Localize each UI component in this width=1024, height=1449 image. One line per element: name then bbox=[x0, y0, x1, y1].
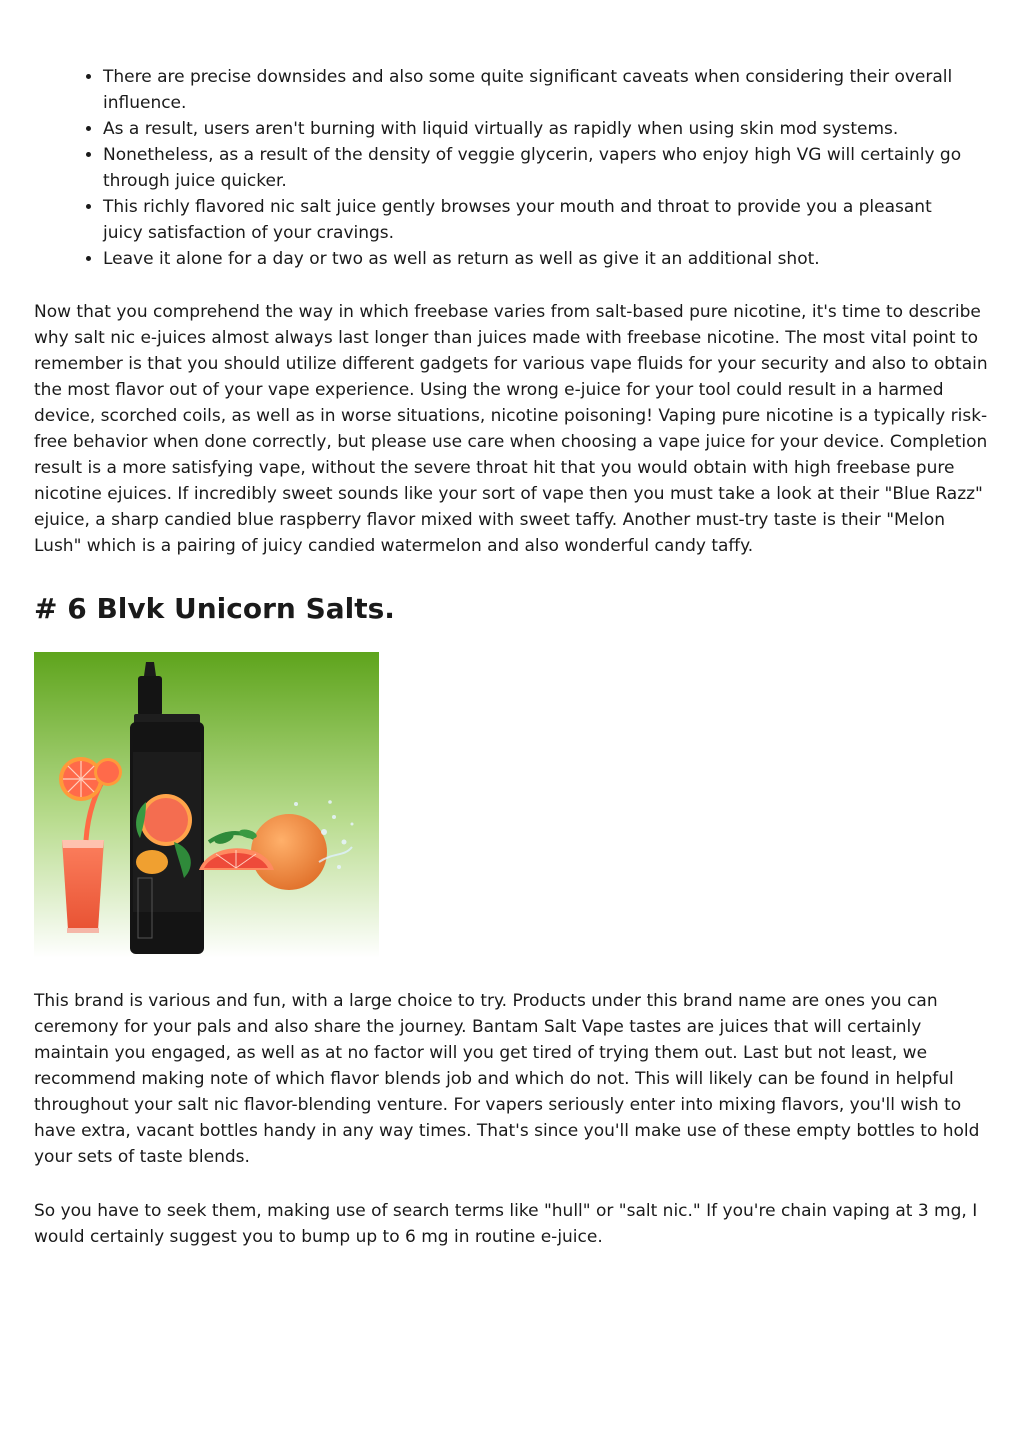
body-paragraph: So you have to seek them, making use of search terms like "hull" or "salt nic." If you're chain vaping at 3 mg, I would certainly suggest you to bump up to 6 mg in routine e-juice. bbox=[34, 1201, 978, 1247]
bullet-item: • Leave it alone for a day or two as well as return as well as give it an additional shot. bbox=[103, 246, 973, 272]
bullet-item: • As a result, users aren't burning with liquid virtually as rapidly when using skin mod systems. bbox=[103, 116, 973, 142]
product-illustration bbox=[34, 652, 379, 958]
bullet-item: • There are precise downsides and also some quite significant caveats when considering their overall influence. bbox=[103, 64, 973, 116]
product-image bbox=[34, 652, 379, 958]
bullet-list bbox=[86, 64, 973, 272]
bullet-item: • Nonetheless, as a result of the density of veggie glycerin, vapers who enjoy high VG will certainly go through juice quicker. bbox=[103, 142, 973, 194]
section-heading: # 6 Blvk Unicorn Salts. bbox=[34, 592, 395, 625]
body-paragraph: This brand is various and fun, with a large choice to try. Products under this brand name are ones you can ceremony for your pals and also share the journey. Bantam Salt Vape tastes are juices that will certainly maintain you engaged, as well as at no factor will you get tired of trying them out. Last but not least, we recommend making note of which flavor blends job and which do not. This will likely can be found in helpful throughout your salt nic flavor-blending venture. For vapers seriously enter into mixing flavors, you'll wish to have extra, vacant bottles handy in any way times. That's since you'll make use of these empty bottles to hold your sets of taste blends. bbox=[34, 991, 980, 1167]
body-paragraph: Now that you comprehend the way in which freebase varies from salt-based pure nicotine, it's time to describe why salt nic e-juices almost always last longer than juices made with freebase nicotine. The most vital point to remember is that you should utilize different gadgets for various vape fluids for your security and also to obtain the most flavor out of your vape experience. Using the wrong e-juice for your tool could result in a harmed device, scorched coils, as well as in worse situations, nicotine poisoning! Vaping pure nicotine is a typically risk-free behavior when done correctly, but please use care when choosing a vape juice for your device. Completion result is a more satisfying vape, without the severe throat hit that you would obtain with high freebase pure nicotine ejuices. If incredibly sweet sounds like your sort of vape then you must take a look at their "Blue Razz" ejuice, a sharp candied blue raspberry flavor mixed with sweet taffy. Another must-try taste is their "Melon Lush" which is a pairing of juicy candied watermelon and also wonderful candy taffy. bbox=[34, 302, 988, 556]
bullet-item: • This richly flavored nic salt juice gently browses your mouth and throat to provide you a pleasant juicy satisfaction of your cravings. bbox=[103, 194, 973, 246]
